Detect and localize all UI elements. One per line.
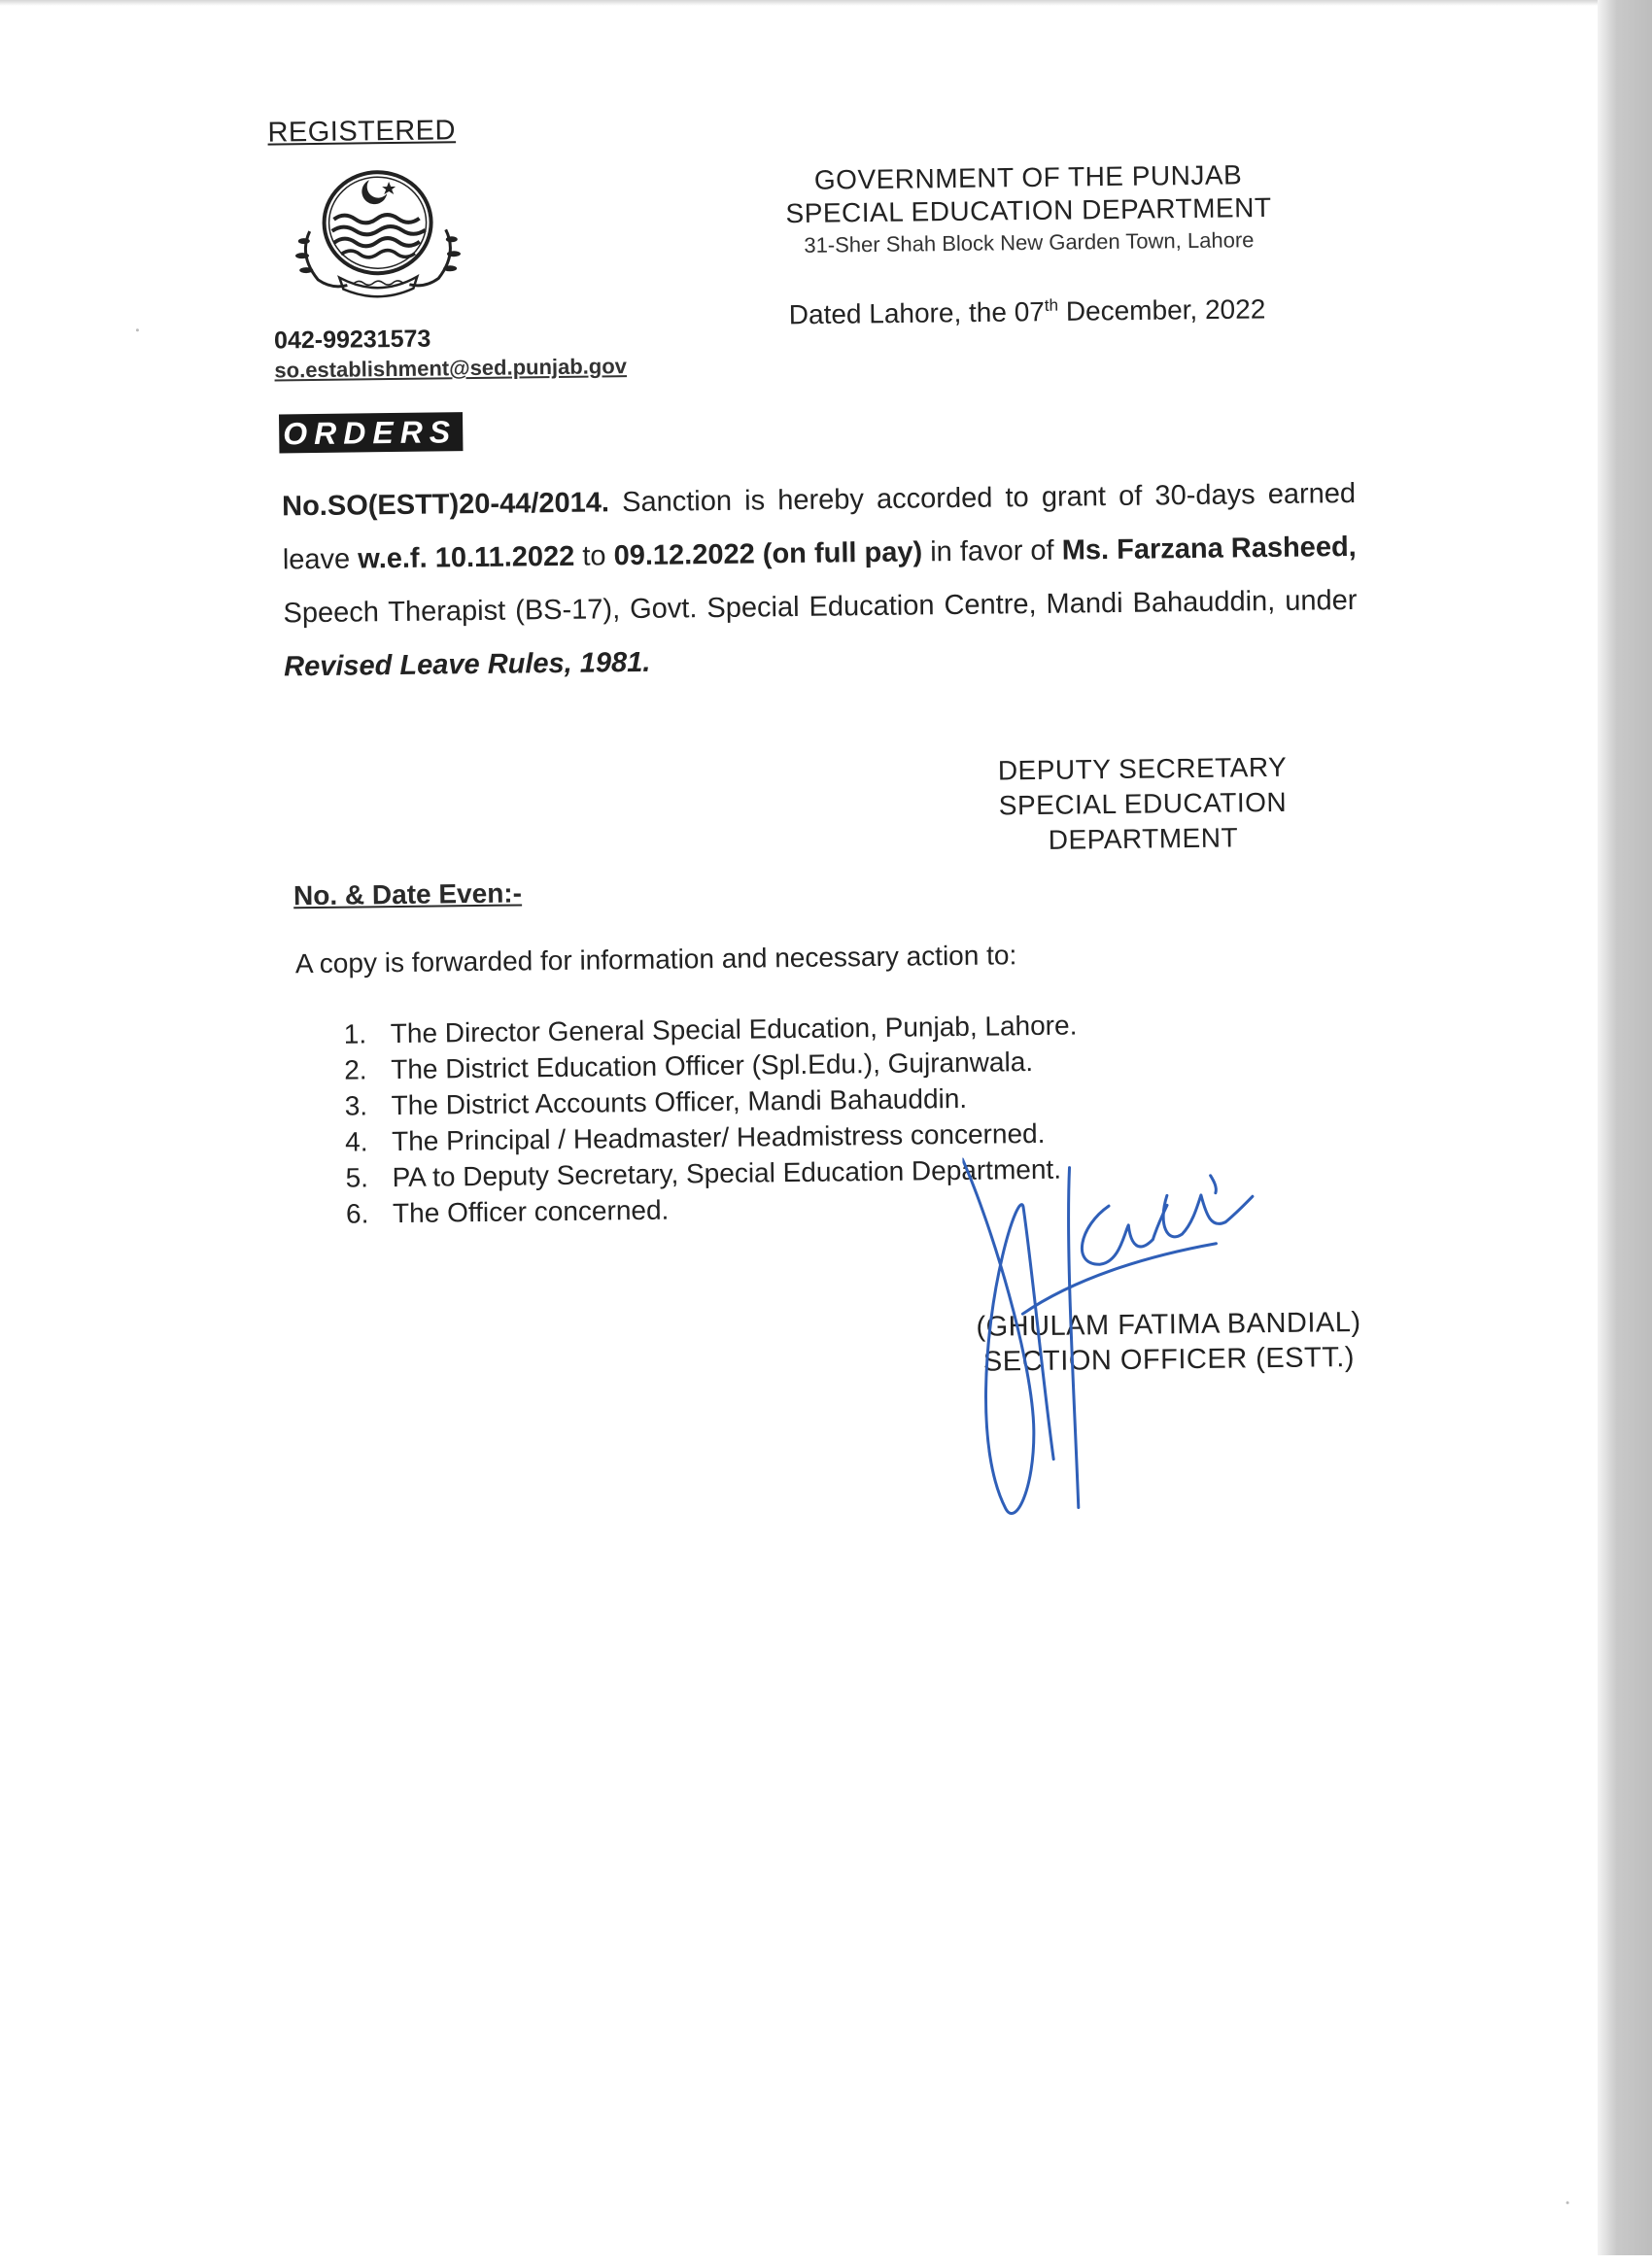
department-title: SPECIAL EDUCATION DEPARTMENT: [785, 191, 1272, 229]
registered-label: REGISTERED: [267, 115, 457, 149]
email-address: so.establishment@sed.punjab.gov: [274, 354, 628, 383]
order-text-4: Speech Therapist (BS-17), Govt. Special Education Centre, Mandi Bahauddin, under: [283, 584, 1358, 630]
list-item: 6. The Officer concerned.: [345, 1194, 670, 1229]
date-prefix: Dated Lahore, the 07: [788, 296, 1046, 330]
deputy-line-3: DEPARTMENT: [1048, 822, 1239, 855]
copy-forwarded-line: A copy is forwarded for information and necessary action to:: [294, 940, 1017, 979]
order-text-3: in favor of: [921, 534, 1062, 568]
list-item: 2. The District Education Officer (Spl.Edu.), Gujranwala.: [344, 1047, 1034, 1085]
phone-number: 042-99231573: [273, 325, 431, 355]
punjab-emblem-icon: [280, 161, 476, 309]
orders-heading: ORDERS: [279, 412, 463, 453]
handwritten-signature-icon: [962, 1136, 1278, 1538]
order-employee-name: Ms. Farzana Rasheed,: [1061, 531, 1357, 566]
order-to-date: 09.12.2022 (on full pay): [613, 536, 923, 572]
date-line: [789, 293, 1266, 330]
deputy-line-2: SPECIAL EDUCATION: [998, 786, 1288, 821]
order-text-1: Sanction is hereby accorded to grant of 30-days earned leave: [282, 477, 1357, 576]
letterhead-header: [756, 159, 1301, 259]
signatory-title: SECTION OFFICER (ESTT.): [982, 1342, 1356, 1378]
deputy-line-1: DEPUTY SECRETARY: [997, 751, 1288, 786]
signatory-name: (GHULAM FATIMA BANDIAL): [976, 1306, 1361, 1343]
list-item: 4. The Principal / Headmaster/ Headmistress concerned.: [344, 1117, 1046, 1157]
no-date-even: No. & Date Even:-: [293, 877, 523, 911]
scan-speck: [136, 328, 139, 331]
government-title: GOVERNMENT OF THE PUNJAB: [813, 159, 1243, 195]
deputy-secretary-block: [967, 749, 1318, 858]
order-rules: Revised Leave Rules, 1981.: [283, 646, 651, 683]
date-suffix: December, 2022: [1057, 293, 1266, 326]
order-wef: w.e.f. 10.11.2022: [358, 540, 575, 575]
list-item: 1. The Director General Special Education, Punjab, Lahore.: [343, 1010, 1078, 1049]
order-text-2: to: [574, 540, 614, 572]
order-number: No.SO(ESTT)20-44/2014.: [281, 487, 610, 523]
date-superscript: th: [1044, 295, 1059, 315]
department-address: 31-Sher Shah Block New Garden Town, Lahore: [804, 227, 1255, 257]
list-item: 3. The District Accounts Officer, Mandi Bahauddin.: [344, 1082, 968, 1121]
list-item: 5. PA to Deputy Secretary, Special Education Department.: [345, 1153, 1062, 1193]
scan-speck: [1566, 2201, 1569, 2204]
order-paragraph: [282, 467, 1359, 694]
